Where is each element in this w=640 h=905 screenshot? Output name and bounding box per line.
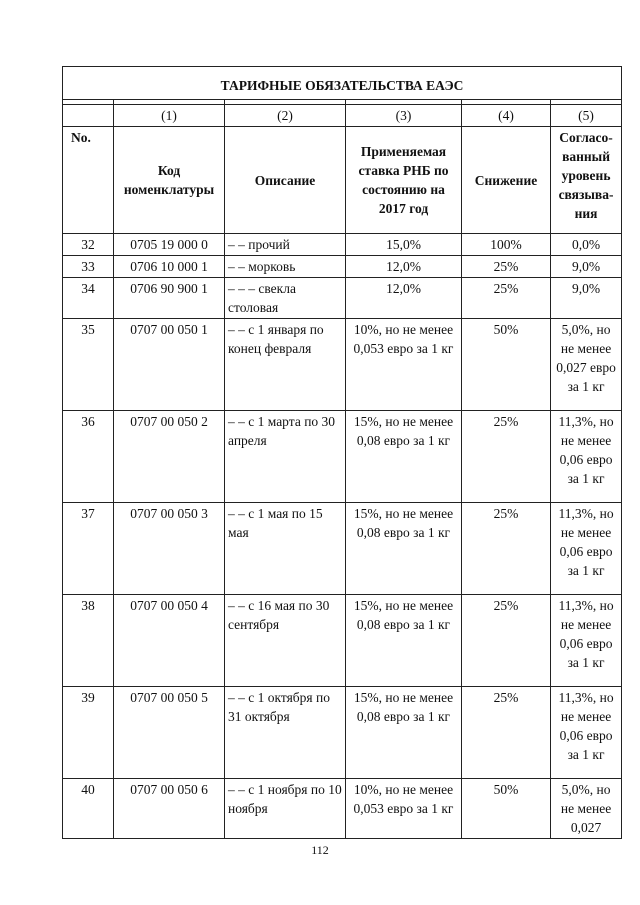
header-rate: Применяемая ставка РНБ по состоянию на 2017 год bbox=[346, 127, 462, 234]
cell-description: – – – свекла столовая bbox=[225, 278, 346, 319]
title-row bbox=[63, 67, 622, 100]
cell-level: 9,0% bbox=[551, 256, 622, 278]
cell-code: 0707 00 050 6 bbox=[114, 779, 225, 839]
cell-code: 0707 00 050 5 bbox=[114, 687, 225, 779]
table-row bbox=[63, 234, 622, 256]
cell-level: 5,0%, но не менее 0,027 евро за 1 кг bbox=[551, 319, 622, 411]
column-number: (4) bbox=[462, 105, 551, 127]
cell-no: 39 bbox=[63, 687, 114, 779]
cell-level: 0,0% bbox=[551, 234, 622, 256]
column-number-empty bbox=[63, 105, 114, 127]
cell-rate: 15%, но не менее 0,08 евро за 1 кг bbox=[346, 503, 462, 595]
table-row bbox=[63, 595, 622, 687]
table-title bbox=[63, 67, 622, 100]
cell-no: 32 bbox=[63, 234, 114, 256]
cell-reduction: 50% bbox=[462, 779, 551, 839]
cell-description: – – с 1 марта по 30 апреля bbox=[225, 411, 346, 503]
cell-level: 11,3%, но не менее 0,06 евро за 1 кг bbox=[551, 503, 622, 595]
cell-code: 0705 19 000 0 bbox=[114, 234, 225, 256]
cell-reduction: 25% bbox=[462, 503, 551, 595]
cell-code: 0707 00 050 2 bbox=[114, 411, 225, 503]
cell-level: 11,3%, но не менее 0,06 евро за 1 кг bbox=[551, 595, 622, 687]
cell-rate: 12,0% bbox=[346, 256, 462, 278]
header-row bbox=[63, 127, 622, 234]
cell-description: – – морковь bbox=[225, 256, 346, 278]
cell-description: – – с 16 мая по 30 сентября bbox=[225, 595, 346, 687]
cell-code: 0707 00 050 4 bbox=[114, 595, 225, 687]
cell-no: 40 bbox=[63, 779, 114, 839]
cell-rate: 10%, но не менее 0,053 евро за 1 кг bbox=[346, 779, 462, 839]
cell-code: 0707 00 050 3 bbox=[114, 503, 225, 595]
cell-no: 36 bbox=[63, 411, 114, 503]
tariff-table bbox=[62, 66, 622, 839]
cell-reduction: 25% bbox=[462, 256, 551, 278]
column-number: (5) bbox=[551, 105, 622, 127]
cell-level: 11,3%, но не менее 0,06 евро за 1 кг bbox=[551, 687, 622, 779]
cell-description: – – прочий bbox=[225, 234, 346, 256]
column-number-row bbox=[63, 105, 622, 127]
column-number: (1) bbox=[114, 105, 225, 127]
cell-code: 0706 10 000 1 bbox=[114, 256, 225, 278]
cell-no: 35 bbox=[63, 319, 114, 411]
cell-rate: 15,0% bbox=[346, 234, 462, 256]
table-row bbox=[63, 687, 622, 779]
cell-level: 9,0% bbox=[551, 278, 622, 319]
page-number: 112 bbox=[311, 843, 329, 857]
table-row bbox=[63, 779, 622, 839]
cell-reduction: 25% bbox=[462, 278, 551, 319]
column-number: (2) bbox=[225, 105, 346, 127]
table-row bbox=[63, 256, 622, 278]
header-code: Код номенклатуры bbox=[114, 127, 225, 234]
cell-rate: 15%, но не менее 0,08 евро за 1 кг bbox=[346, 595, 462, 687]
cell-reduction: 25% bbox=[462, 595, 551, 687]
cell-level: 5,0%, но не менее 0,027 bbox=[551, 779, 622, 839]
cell-description: – – с 1 января по конец февраля bbox=[225, 319, 346, 411]
cell-no: 34 bbox=[63, 278, 114, 319]
cell-reduction: 100% bbox=[462, 234, 551, 256]
table-row bbox=[63, 278, 622, 319]
cell-reduction: 25% bbox=[462, 687, 551, 779]
cell-rate: 12,0% bbox=[346, 278, 462, 319]
cell-reduction: 25% bbox=[462, 411, 551, 503]
cell-no: 37 bbox=[63, 503, 114, 595]
table-row bbox=[63, 319, 622, 411]
table-title-text: ТАРИФНЫЕ ОБЯЗАТЕЛЬСТВА ЕАЭС bbox=[220, 78, 464, 93]
cell-reduction: 50% bbox=[462, 319, 551, 411]
header-description: Описание bbox=[225, 127, 346, 234]
cell-no: 38 bbox=[63, 595, 114, 687]
cell-description: – – с 1 ноября по 10 ноября bbox=[225, 779, 346, 839]
table-row bbox=[63, 503, 622, 595]
header-level: Согласо-ванный уровень связыва-ния bbox=[551, 127, 622, 234]
table-row bbox=[63, 411, 622, 503]
header-reduction: Снижение bbox=[462, 127, 551, 234]
cell-rate: 15%, но не менее 0,08 евро за 1 кг bbox=[346, 687, 462, 779]
cell-rate: 10%, но не менее 0,053 евро за 1 кг bbox=[346, 319, 462, 411]
column-number: (3) bbox=[346, 105, 462, 127]
cell-description: – – с 1 октября по 31 октября bbox=[225, 687, 346, 779]
header-no: No. bbox=[63, 127, 114, 234]
cell-code: 0707 00 050 1 bbox=[114, 319, 225, 411]
cell-code: 0706 90 900 1 bbox=[114, 278, 225, 319]
cell-no: 33 bbox=[63, 256, 114, 278]
cell-rate: 15%, но не менее 0,08 евро за 1 кг bbox=[346, 411, 462, 503]
cell-description: – – с 1 мая по 15 мая bbox=[225, 503, 346, 595]
cell-level: 11,3%, но не менее 0,06 евро за 1 кг bbox=[551, 411, 622, 503]
